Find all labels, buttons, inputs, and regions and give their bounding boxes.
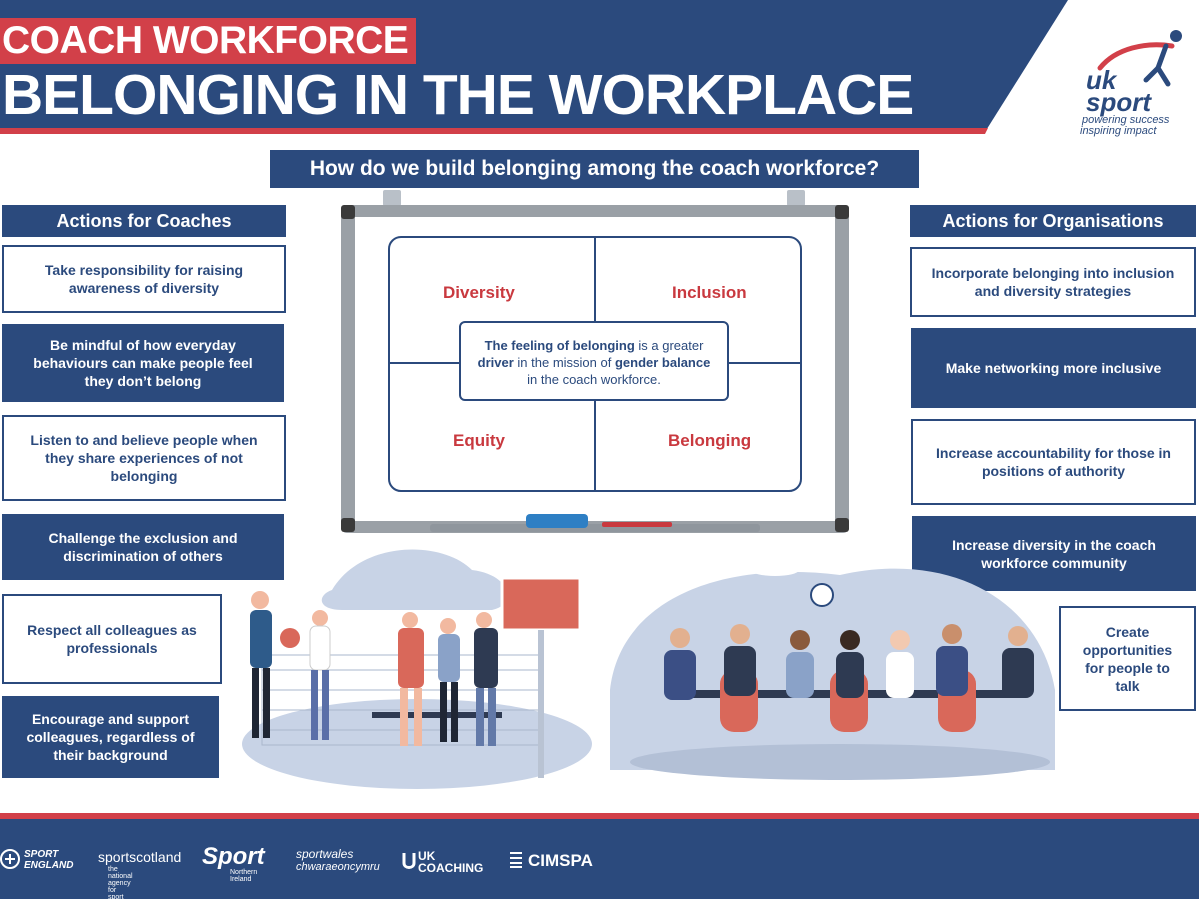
sport-wales-text-1: sportwales (296, 847, 354, 861)
logo-tagline-1: powering success (1082, 114, 1170, 126)
quadrant-belonging: Belonging (668, 431, 752, 450)
org-action-3: Increase accountability for those in positions of authority (911, 419, 1196, 505)
coach-action-2: Be mindful of how everyday behaviours can make people feel they don’t belong (2, 324, 284, 402)
sport-england-text-2: ENGLAND (24, 860, 74, 871)
sport-ni-subtext: Northern Ireland (230, 869, 258, 883)
logo-uk-text: uk (1086, 65, 1117, 95)
whiteboard-eraser (526, 514, 588, 528)
logo-sport-text: sport (1086, 87, 1151, 117)
uk-coaching-text-1: UK (418, 849, 436, 863)
sport-england-icon (0, 849, 20, 869)
page-title: BELONGING IN THE WORKPLACE (2, 63, 914, 127)
whiteboard-pin-right (787, 190, 805, 206)
belonging-statement: The feeling of belonging is a greater driver in the mission of gender balance in the coach workforce. (459, 321, 729, 401)
sport-wales-text-2: chwaraeoncymru (296, 861, 380, 873)
partner-footer (0, 819, 1199, 899)
whiteboard-pin-left (383, 190, 401, 206)
coach-action-3: Listen to and believe people when they share experiences of not belonging (2, 415, 286, 501)
coach-action-5: Respect all colleagues as professionals (2, 594, 222, 684)
org-action-2: Make networking more inclusive (911, 328, 1196, 408)
whiteboard-corner (835, 205, 849, 219)
uk-coaching-text-2: COACHING (418, 861, 484, 875)
question-banner: How do we build belonging among the coach workforce? (270, 150, 919, 188)
sports-court-illustration (222, 530, 592, 790)
org-action-5: Create opportunities for people to talk (1059, 606, 1196, 711)
logo-tagline-2: inspiring impact (1080, 125, 1157, 137)
coach-action-4: Challenge the exclusion and discrimination of others (2, 514, 284, 580)
org-action-1: Incorporate belonging into inclusion and diversity strategies (910, 247, 1196, 317)
cimspa-text: CIMSPA (528, 851, 593, 870)
quadrant-diversity: Diversity (443, 283, 515, 302)
sportscotland-subtext: the national agency for sport (108, 866, 133, 901)
coaches-heading: Actions for Coaches (2, 205, 286, 237)
header-tag: COACH WORKFORCE (0, 18, 416, 64)
coach-action-1: Take responsibility for raising awareness of diversity (2, 245, 286, 313)
whiteboard-corner (341, 205, 355, 219)
organisations-heading: Actions for Organisations (910, 205, 1196, 237)
quadrant-equity: Equity (453, 431, 505, 450)
uk-sport-logo (1078, 28, 1188, 138)
coach-action-6: Encourage and support colleagues, regardless of their background (2, 696, 219, 778)
whiteboard-corner (835, 518, 849, 532)
quadrant-inclusion: Inclusion (672, 283, 747, 302)
whiteboard-marker (602, 522, 672, 527)
org-action-4: Increase diversity in the coach workforce community (912, 516, 1196, 591)
sport-ni-text: Sport (202, 843, 265, 870)
sport-england-text-1: SPORT (24, 849, 59, 860)
meeting-room-illustration (600, 540, 1060, 780)
uk-coaching-icon (402, 851, 416, 871)
sportscotland-text: sportscotland (98, 849, 182, 865)
cimspa-icon (508, 851, 524, 869)
